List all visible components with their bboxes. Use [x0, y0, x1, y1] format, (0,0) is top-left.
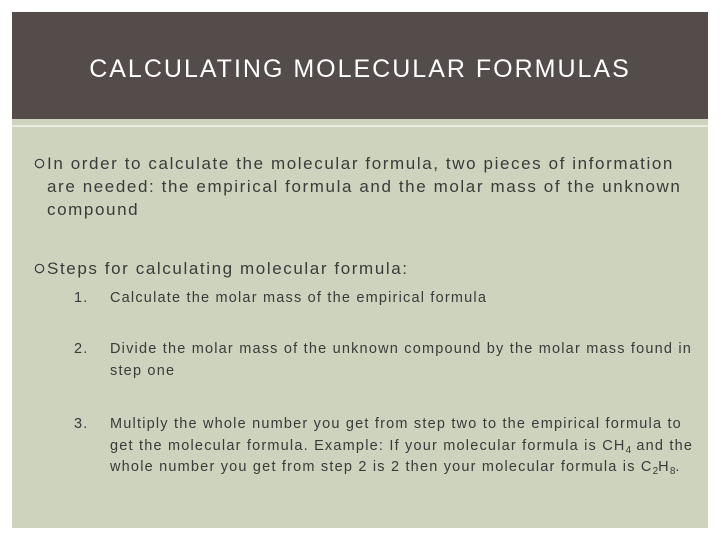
hollow-circle-icon: [34, 158, 45, 169]
formula-c2h8: [641, 459, 675, 475]
bullet-item: [47, 257, 687, 280]
step-text: Divide the molar mass of the unknown compound by the molar mass found in step one: [110, 341, 693, 379]
step-text-part: Multiply the whole number you get from step two to the empirical formula to get the molecular formula. Example: If your molecular formula is: [110, 416, 682, 454]
formula-element: C: [640, 459, 653, 475]
formula-element: H: [658, 459, 670, 475]
step-number: 1.: [74, 290, 89, 306]
formula-ch4: [602, 438, 631, 454]
formula-element: CH: [602, 437, 626, 454]
step-text: [110, 414, 700, 479]
step-text-part: .: [675, 459, 681, 475]
formula-subscript: 4: [625, 444, 632, 456]
title-divider: [12, 125, 708, 127]
bullet-item: [47, 152, 687, 221]
bullet-text: In order to calculate the molecular formula, two pieces of information are needed: the empirical formula and the molar mass of the unknown compound: [47, 154, 682, 219]
step-number: 3.: [74, 416, 89, 432]
title-bar: [12, 12, 708, 119]
hollow-circle-icon: [34, 263, 45, 274]
step-number: 2.: [74, 341, 89, 357]
slide: [12, 12, 708, 528]
step-text: Calculate the molar mass of the empirical formula: [110, 290, 488, 306]
step-text-part: and the whole number you get from step 2 is 2 then your molecular formula is: [110, 437, 694, 475]
slide-title: CALCULATING MOLECULAR FORMULAS: [89, 55, 631, 83]
formula-subscript: 8: [669, 466, 676, 477]
formula-subscript: 2: [652, 466, 659, 477]
bullet-text: Steps for calculating molecular formula:: [47, 259, 409, 278]
